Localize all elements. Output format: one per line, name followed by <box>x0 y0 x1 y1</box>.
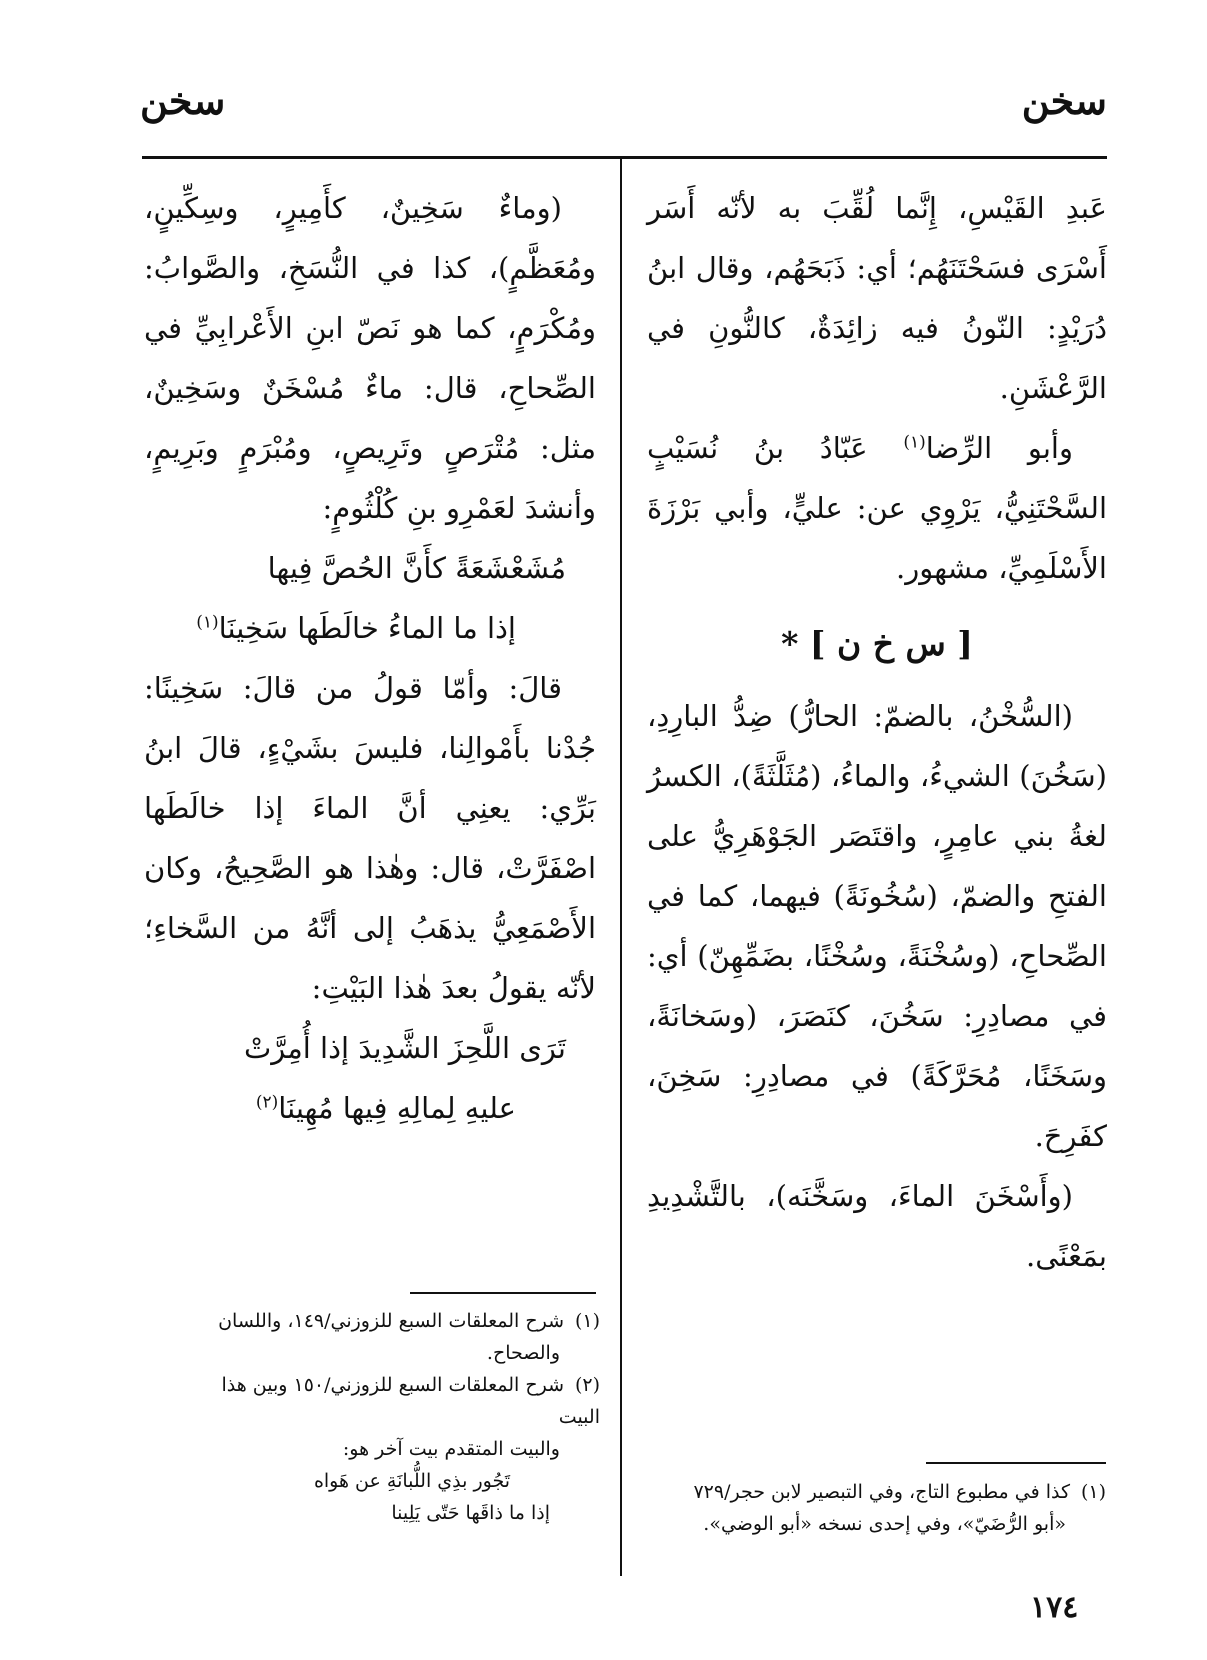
footnote-text-cont: والبيت المتقدم بيت آخر هو: <box>342 1438 560 1460</box>
footnote-ref-l2: (٢) <box>255 1092 279 1113</box>
footnote-left-2 <box>180 1369 600 1433</box>
footnotes-left <box>180 1305 600 1529</box>
footnote-number: (١) <box>574 1310 600 1332</box>
footnote-text-cont: «أبو الرُّضَيّ»، وفي إحدى نسخه «أبو الوضي». <box>703 1513 1066 1535</box>
footnote-text-cont: والصحاح. <box>486 1342 560 1364</box>
footnotes-right <box>660 1476 1106 1540</box>
column-separator <box>620 156 622 1576</box>
verse-1-second-text: إذا ما الماءُ خالَطَها سَخِينَا <box>218 611 516 645</box>
left-paragraph-2: قالَ: وأمّا قولُ من قالَ: سَخِينًا: جُدْنا بأَمْوالِنا، فليسَ بشَيْءٍ، قالَ ابنُ بَرِّي: يعنِي أنَّ الماءَ إذا خالَطَها اصْفَرَّتْ، قال: وهٰذا هو الصَّحِيحُ، وكان الأَصْمَعِيُّ يذهَبُ إلى أنَّهُ من السَّخاءِ؛ لأنّه يقولُ بعدَ هٰذا البَيْتِ: <box>144 671 596 1005</box>
running-head-left: سخن <box>140 78 226 123</box>
footnote-left-2-cont <box>180 1433 600 1465</box>
footnote-right-1-cont <box>660 1508 1106 1540</box>
verse-2 <box>144 1018 596 1138</box>
left-paragraph-1: (وماءٌ سَخِينٌ، كأَمِيرٍ، وسِكِّينٍ، ومُعَظَّمٍ)، كذا في النُّسَخِ، والصَّوابُ: ومُكْرَمٍ، كما هو نَصّ ابنِ الأَعْرابِيِّ في الصِّحاحِ، قال: ماءٌ مُسْخَنٌ وسَخِينٌ، مثل: مُتْرَصٍ وتَرِيصٍ، ومُبْرَمٍ وبَرِيمٍ، وأنشدَ لعَمْرِو بنِ كُلْثُومٍ: <box>144 191 596 525</box>
footnote-rule-right <box>926 1462 1106 1464</box>
verse-1-second-hemistich <box>144 598 596 658</box>
footnote-number: (٢) <box>574 1374 600 1396</box>
right-paragraph-4: (وأَسْخَنَ الماءَ، وسَخَّنَه)، بالتَّشْدِيدِ بمَعْنًى. <box>647 1179 1107 1273</box>
footnote-poem-text: تَجُور بذِي اللُّبانَةِ عن هَواه <box>313 1470 510 1492</box>
verse-2-first-hemistich: تَرَى اللَّحِزَ الشَّدِيدَ إذا أُمِرَّتْ <box>243 1031 566 1065</box>
footnote-text: شرح المعلقات السبع للزوزني/١٤٩، واللسان <box>218 1310 564 1332</box>
left-column <box>144 178 596 1138</box>
footnote-ref-l1: (١) <box>196 612 219 633</box>
footnote-poem-line-2 <box>180 1497 600 1529</box>
header-rule <box>142 156 1107 159</box>
footnote-poem-line-1 <box>180 1465 600 1497</box>
right-paragraph-1: عَبدِ القَيْسِ، إِنَّما لُقِّبَ به لأنّه أَسَر أَسْرَى فسَحْتَنَهُم؛ أي: ذَبَحَهُم، وقال ابنُ دُرَيْدٍ: النّونُ فيه زائِدَةٌ، كالنُّونِ في الرَّعْشَنِ. <box>647 191 1107 405</box>
footnote-rule-left <box>410 1292 596 1294</box>
verse-1-first-hemistich: مُشَعْشَعَةً كأَنَّ الحُصَّ فِيها <box>267 551 566 585</box>
footnote-ref-r1: (١) <box>903 432 926 453</box>
footnote-number: (١) <box>1080 1481 1106 1503</box>
footnote-left-1-cont <box>180 1337 600 1369</box>
footnote-left-1 <box>180 1305 600 1337</box>
verse-1 <box>144 538 596 658</box>
page-number: ١٧٤ <box>1030 1590 1079 1625</box>
footnote-poem-text: إذا ما ذاقَها حَتّى يَلِينا <box>391 1502 550 1524</box>
entry-heading: [ س خ ن ] * <box>781 624 973 663</box>
right-p2-end: عَبّادُ بنُ نُسَيْبٍ السَّحْتَنِيُّ، يَرْوِي عن: عليٍّ، وأبي بَرْزَةَ الأَسْلَمِيِّ، مشهور. <box>647 431 1107 585</box>
running-head-right: سخن <box>1021 78 1107 123</box>
right-paragraph-3: (السُّخْنُ، بالضمّ: الحارُّ) ضِدُّ البارِدِ، (سَخُنَ) الشيءُ، والماءُ، (مُثَلَّثَةً)، الكسرُ لغةُ بني عامِرٍ، واقتَصَر الجَوْهَرِيُّ على الفتحِ والضمّ، (سُخُونَةً) فيهما، كما في الصِّحاحِ، (وسُخْنَةً، وسُخْنًا، بضَمِّهِنّ) أي: في مصادِرِ: سَخُنَ، كنَصَرَ، (وسَخانَةً، وسَخَنًا، مُحَرَّكَةً) في مصادِرِ: سَخِنَ، كفَرِحَ. <box>647 699 1107 1153</box>
footnote-right-1 <box>660 1476 1106 1508</box>
footnote-text: كذا في مطبوع التاج، وفي التبصير لابن حجر/٧٢٩ <box>693 1481 1070 1503</box>
verse-2-second-text: عليهِ لِمالِهِ فِيها مُهِينَا <box>278 1091 516 1125</box>
footnote-text: شرح المعلقات السبع للزوزني/١٥٠ وبين هذا البيت <box>221 1374 600 1428</box>
right-paragraph-2 <box>647 418 1107 598</box>
right-p2-start: وأبو الرِّضا <box>925 431 1073 465</box>
verse-2-second-hemistich <box>144 1078 596 1138</box>
right-column <box>647 178 1107 1286</box>
